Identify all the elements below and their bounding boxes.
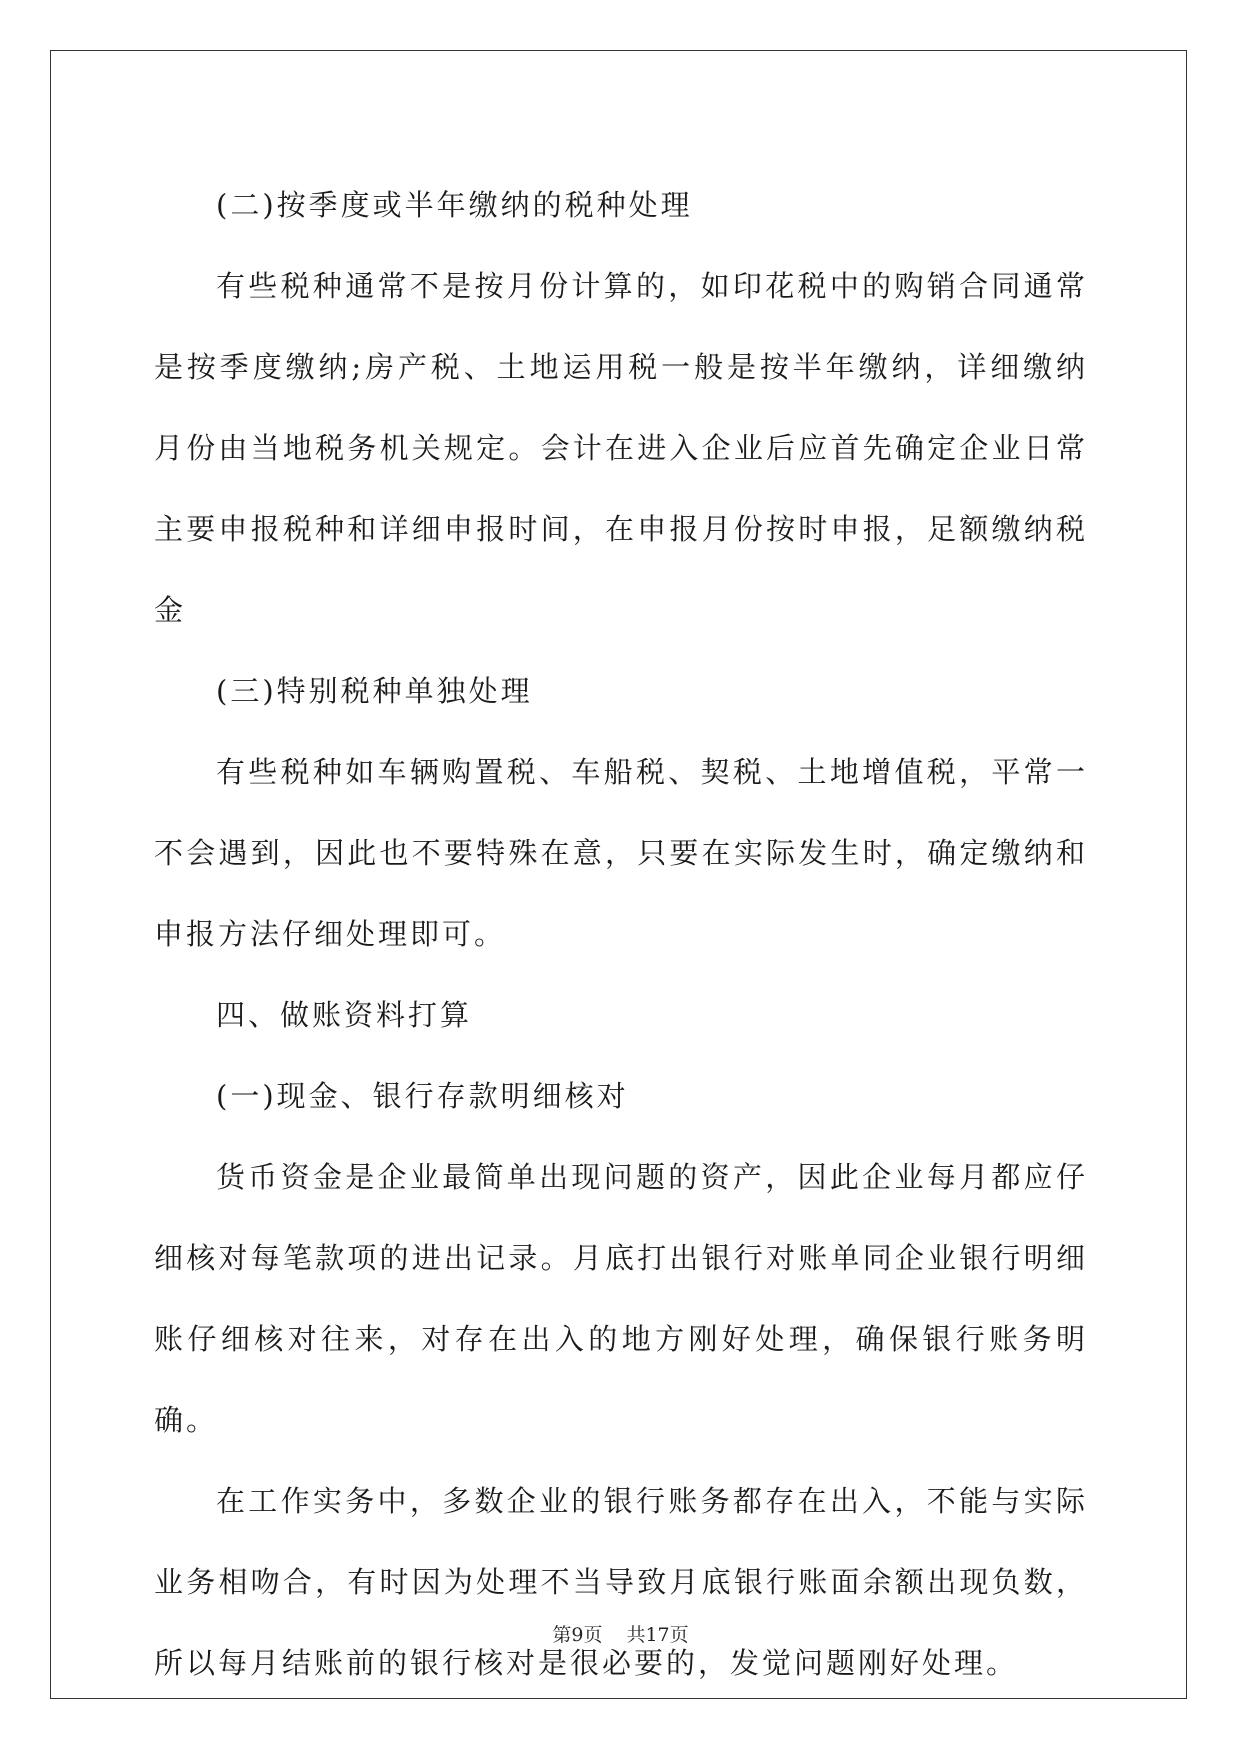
heading-quarterly-taxes: (二)按季度或半年缴纳的税种处理 xyxy=(216,188,693,222)
heading-bookkeeping-prep: 四、做账资料打算 xyxy=(216,998,473,1032)
page-footer xyxy=(0,1620,1241,1647)
paragraph-cash-bank-check: 货币资金是企业最简单出现问题的资产，因此企业每月都应仔细核对每笔款项的进出记录。月底打出银行对账单同企业银行明细账仔细核对往来，对存在出入的地方刚好处理，确保银行账务明确。 xyxy=(154,1160,1088,1437)
document-body xyxy=(154,165,1088,1704)
page-total: 共17页 xyxy=(626,1624,689,1646)
page-number: 第9页 xyxy=(552,1624,603,1646)
paragraph-bank-reconciliation: 在工作实务中，多数企业的银行账务都存在出入，不能与实际业务相吻合，有时因为处理不当导致月底银行账面余额出现负数，所以每月结账前的银行核对是很必要的，发觉问题刚好处理。 xyxy=(154,1484,1088,1680)
heading-special-taxes: (三)特别税种单独处理 xyxy=(216,674,533,708)
heading-cash-bank-check: (一)现金、银行存款明细核对 xyxy=(216,1079,629,1113)
paragraph-special-taxes: 有些税种如车辆购置税、车船税、契税、土地增值税，平常一不会遇到，因此也不要特殊在意，只要在实际发生时，确定缴纳和申报方法仔细处理即可。 xyxy=(154,755,1088,951)
paragraph-quarterly-taxes: 有些税种通常不是按月份计算的，如印花税中的购销合同通常是按季度缴纳;房产税、土地运用税一般是按半年缴纳，详细缴纳月份由当地税务机关规定。会计在进入企业后应首先确定企业日常主要申报税种和详细申报时间，在申报月份按时申报，足额缴纳税金 xyxy=(154,269,1088,627)
